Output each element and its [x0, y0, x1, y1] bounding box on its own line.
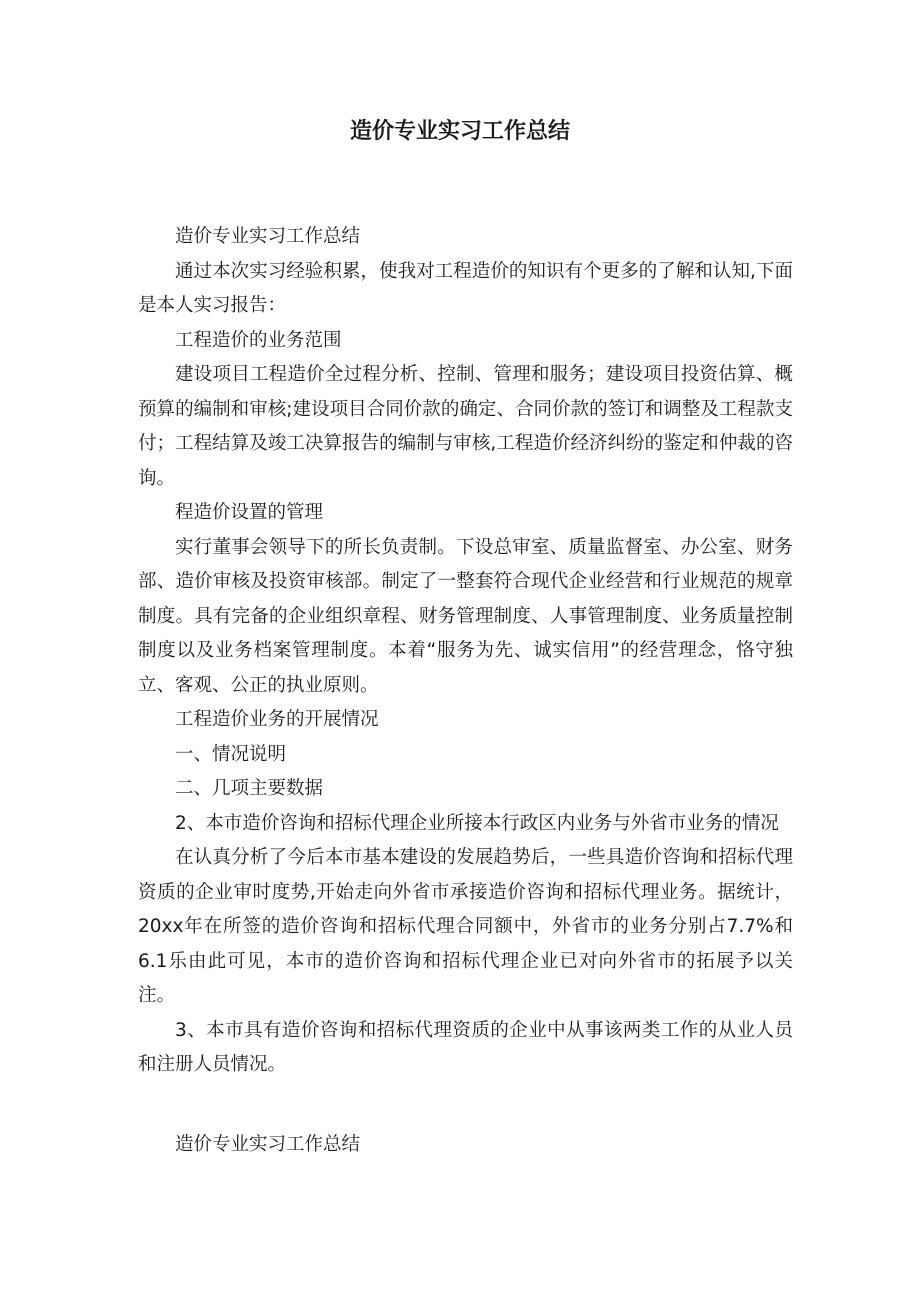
document-body [138, 220, 793, 1083]
document-title: 造价专业实习工作总结 [349, 119, 570, 144]
paragraph-subtitle: 造价专业实习工作总结 [175, 226, 361, 247]
paragraph-item-2: 2、本市造价咨询和招标代理企业所接本行政区内业务与外省市业务的情况 [175, 812, 779, 834]
paragraph-analysis: 在认真分析了今后本市基本建设的发展趋势后，一些具造价咨询和招标代理资质的企业审时度势,开始走向外省市承接造价咨询和招标代理业务。据统计，20xx年在所签的造价咨询和招标代理合同额中，外省市的业务分别占7.7%和6.1乐由此可见，本市的造价咨询和招标代理企业已对向外省市的拓展予以关注。 [138, 847, 793, 1006]
paragraph-business-scope: 建设项目工程造价全过程分析、控制、管理和服务；建设项目投资估算、概预算的编制和审核;建设项目合同价款的确定、合同价款的签订和调整及工程款支付；工程结算及竣工决算报告的编制与审核,工程造价经济纠纷的鉴定和仲裁的咨询。 [138, 364, 793, 489]
paragraph-item-3: 3、本市具有造价咨询和招标代理资质的企业中从事该两类工作的从业人员和注册人员情况。 [138, 1019, 793, 1075]
heading-business-progress: 工程造价业务的开展情况 [175, 709, 379, 730]
footer-title: 造价专业实习工作总结 [175, 1134, 361, 1155]
paragraph-intro: 通过本次实习经验积累，使我对工程造价的知识有个更多的了解和认知,下面是本人实习报告： [138, 260, 793, 316]
heading-management: 程造价设置的管理 [175, 502, 324, 523]
heading-business-scope: 工程造价的业务范围 [175, 329, 342, 351]
list-item-situation: 一、情况说明 [175, 743, 287, 765]
paragraph-management: 实行董事会领导下的所长负责制。下设总审室、质量监督室、办公室、财务部、造价审核及投资审核部。制定了一整套符合现代企业经营和行业规范的规章制度。具有完备的企业组织章程、财务管理制度、人事管理制度、业务质量控制制度以及业务档案管理制度。本着“服务为先、诚实信用”的经营理念，恪守独立、客观、公正的执业原则。 [138, 536, 793, 696]
list-item-key-data: 二、几项主要数据 [175, 778, 324, 799]
